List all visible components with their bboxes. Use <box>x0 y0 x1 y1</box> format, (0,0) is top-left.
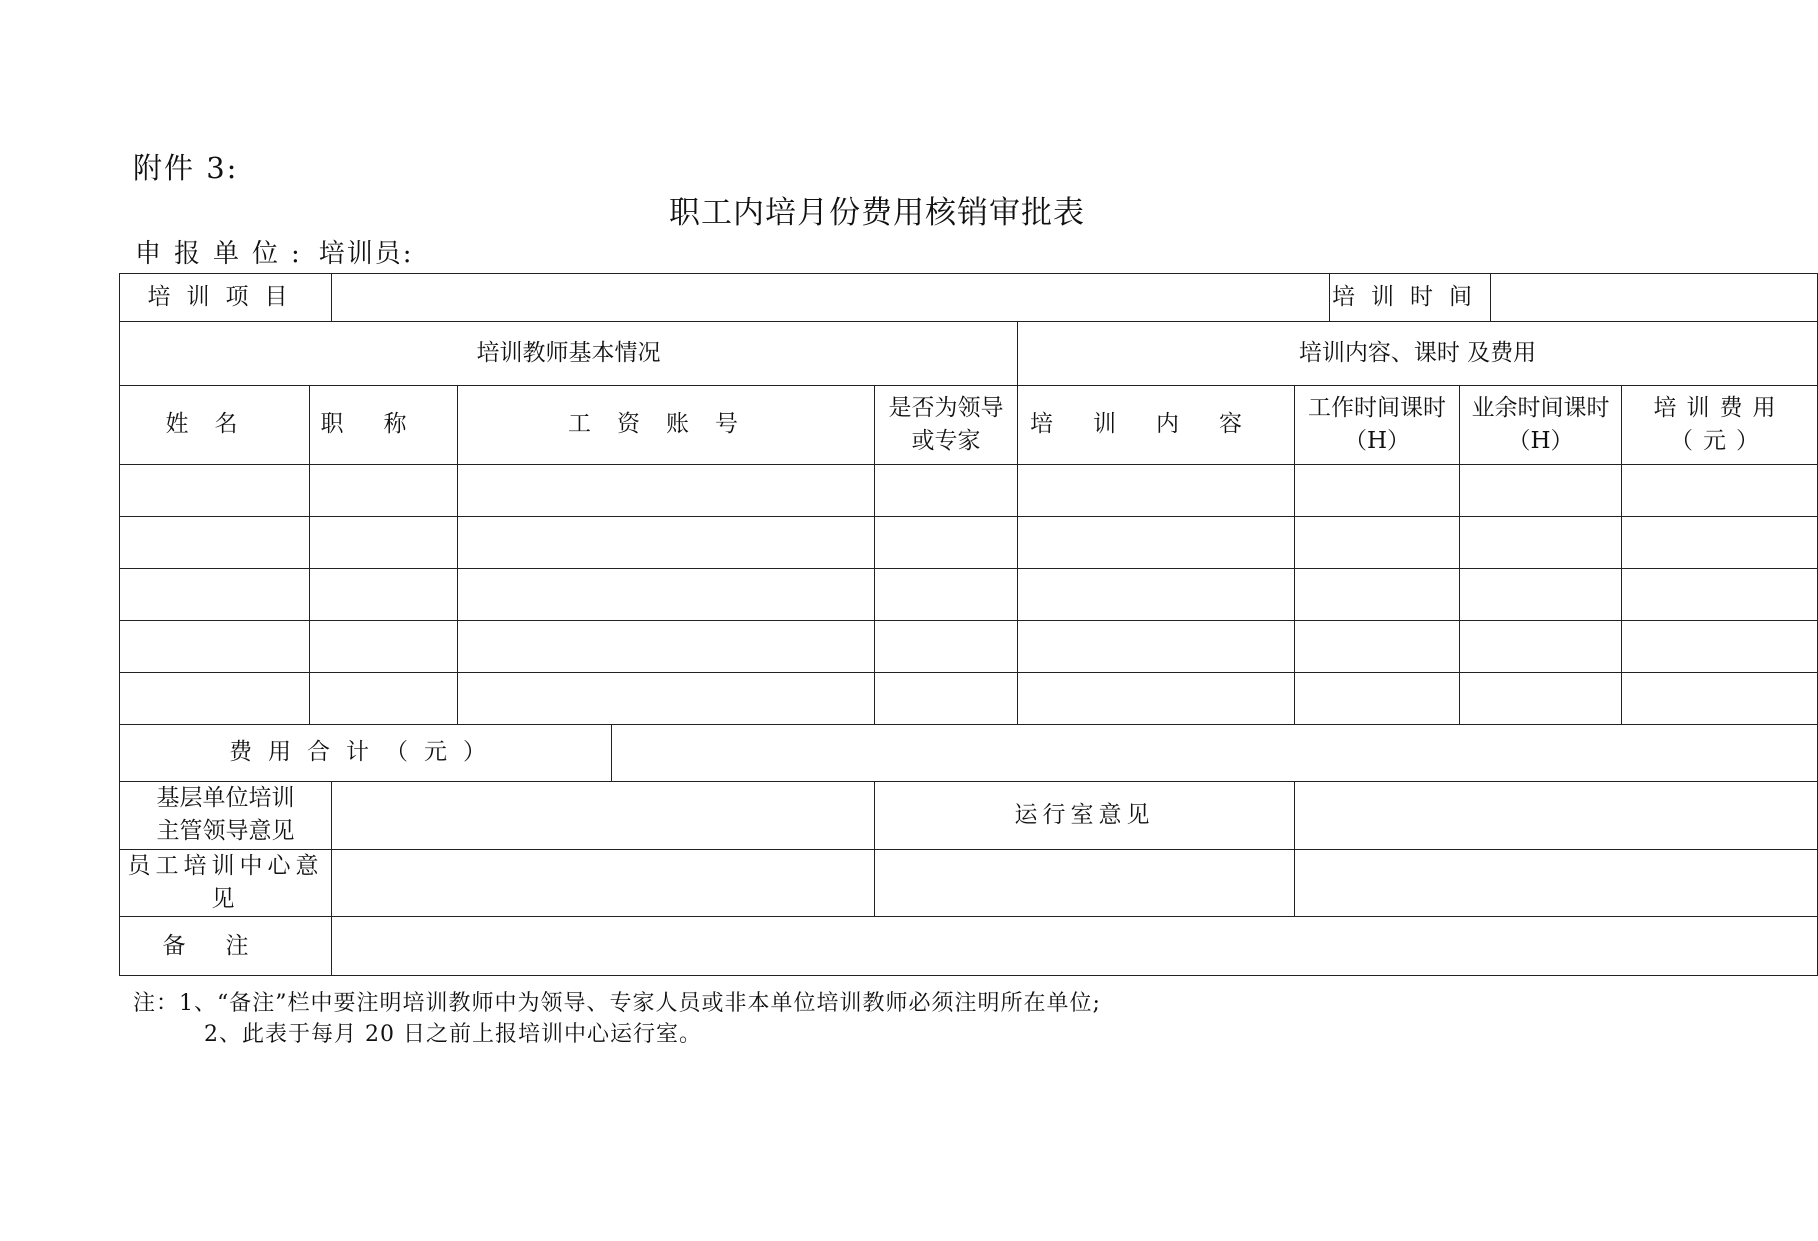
grassroots-leader-opinion-label: 基层单位培训主管领导意见 <box>120 782 332 850</box>
training-center-extra-field-1[interactable] <box>875 849 1295 917</box>
total-fee-label: 费用合计（元） <box>120 725 612 782</box>
training-project-field[interactable] <box>332 274 1330 322</box>
cell-work-hours[interactable] <box>1295 673 1460 725</box>
col-content-header: 培训内容 <box>1018 386 1295 465</box>
cell-content[interactable] <box>1018 621 1295 673</box>
ops-room-opinion-field[interactable] <box>1295 782 1818 850</box>
training-project-label: 培训项目 <box>120 274 332 322</box>
training-center-opinion-field[interactable] <box>332 849 875 917</box>
cell-title[interactable] <box>310 465 458 517</box>
column-header-row <box>120 386 1818 465</box>
center-opinion-row <box>120 849 1818 917</box>
col-salary-account-header: 工资账号 <box>458 386 875 465</box>
col-title-header: 职称 <box>310 386 458 465</box>
cell-work-hours[interactable] <box>1295 517 1460 569</box>
cell-work-hours[interactable] <box>1295 569 1460 621</box>
cell-salary-account[interactable] <box>458 569 875 621</box>
table-row <box>120 569 1818 621</box>
cell-title[interactable] <box>310 517 458 569</box>
remarks-field[interactable] <box>332 917 1818 976</box>
cell-salary-account[interactable] <box>458 465 875 517</box>
remarks-label: 备注 <box>120 917 332 976</box>
notes <box>133 988 1101 1050</box>
table-row <box>120 621 1818 673</box>
cell-work-hours[interactable] <box>1295 465 1460 517</box>
table-row <box>120 465 1818 517</box>
cell-salary-account[interactable] <box>458 517 875 569</box>
cell-name[interactable] <box>120 517 310 569</box>
table-row <box>120 673 1818 725</box>
training-time-field[interactable] <box>1491 274 1818 322</box>
grassroots-leader-opinion-field[interactable] <box>332 782 875 850</box>
cell-spare-hours[interactable] <box>1460 621 1622 673</box>
attachment-label: 附件 3: <box>133 151 239 185</box>
total-fee-field[interactable] <box>612 725 1818 782</box>
cell-fee[interactable] <box>1622 621 1818 673</box>
project-row <box>120 274 1818 322</box>
note-2: 2、此表于每月 20 日之前上报培训中心运行室。 <box>204 1022 702 1047</box>
cell-name[interactable] <box>120 569 310 621</box>
cell-spare-hours[interactable] <box>1460 465 1622 517</box>
cell-leader-expert[interactable] <box>875 465 1018 517</box>
cell-fee[interactable] <box>1622 673 1818 725</box>
training-time-label: 培训时间 <box>1330 274 1491 322</box>
cell-work-hours[interactable] <box>1295 621 1460 673</box>
table-row <box>120 517 1818 569</box>
approval-form-table <box>119 273 1818 976</box>
trainer-label: 培训员: <box>318 239 414 269</box>
cell-salary-account[interactable] <box>458 621 875 673</box>
col-name-header: 姓名 <box>120 386 310 465</box>
ops-room-opinion-label: 运行室意见 <box>875 782 1295 850</box>
col-work-hours-header: 工作时间课时（H） <box>1295 386 1460 465</box>
cell-leader-expert[interactable] <box>875 621 1018 673</box>
col-leader-expert-header: 是否为领导或专家 <box>875 386 1018 465</box>
cell-title[interactable] <box>310 621 458 673</box>
cell-leader-expert[interactable] <box>875 673 1018 725</box>
cell-spare-hours[interactable] <box>1460 569 1622 621</box>
cell-title[interactable] <box>310 673 458 725</box>
cell-salary-account[interactable] <box>458 673 875 725</box>
cell-leader-expert[interactable] <box>875 517 1018 569</box>
cell-spare-hours[interactable] <box>1460 673 1622 725</box>
cell-title[interactable] <box>310 569 458 621</box>
unit-label: 申报单位: <box>135 239 313 269</box>
training-center-extra-field-2[interactable] <box>1295 849 1818 917</box>
grassroots-opinion-row <box>120 782 1818 850</box>
training-center-opinion-label: 员工培训中心意见 <box>120 849 332 917</box>
cell-content[interactable] <box>1018 465 1295 517</box>
cell-fee[interactable] <box>1622 569 1818 621</box>
cell-name[interactable] <box>120 465 310 517</box>
section-row <box>120 322 1818 386</box>
section-teacher-info: 培训教师基本情况 <box>120 322 1018 386</box>
form-title: 职工内培月份费用核销审批表 <box>669 195 1085 231</box>
col-spare-hours-header: 业余时间课时（H） <box>1460 386 1622 465</box>
remarks-row <box>120 917 1818 976</box>
cell-name[interactable] <box>120 621 310 673</box>
note-1: 注：1、“备注”栏中要注明培训教师中为领导、专家人员或非本单位培训教师必须注明所在单位; <box>133 991 1101 1016</box>
section-content-fee: 培训内容、课时 及费用 <box>1018 322 1818 386</box>
cell-fee[interactable] <box>1622 465 1818 517</box>
col-fee-header: 培训费用（元） <box>1622 386 1818 465</box>
total-row <box>120 725 1818 782</box>
cell-spare-hours[interactable] <box>1460 517 1622 569</box>
cell-leader-expert[interactable] <box>875 569 1018 621</box>
header-line <box>135 233 414 270</box>
cell-fee[interactable] <box>1622 517 1818 569</box>
cell-name[interactable] <box>120 673 310 725</box>
cell-content[interactable] <box>1018 569 1295 621</box>
cell-content[interactable] <box>1018 673 1295 725</box>
cell-content[interactable] <box>1018 517 1295 569</box>
